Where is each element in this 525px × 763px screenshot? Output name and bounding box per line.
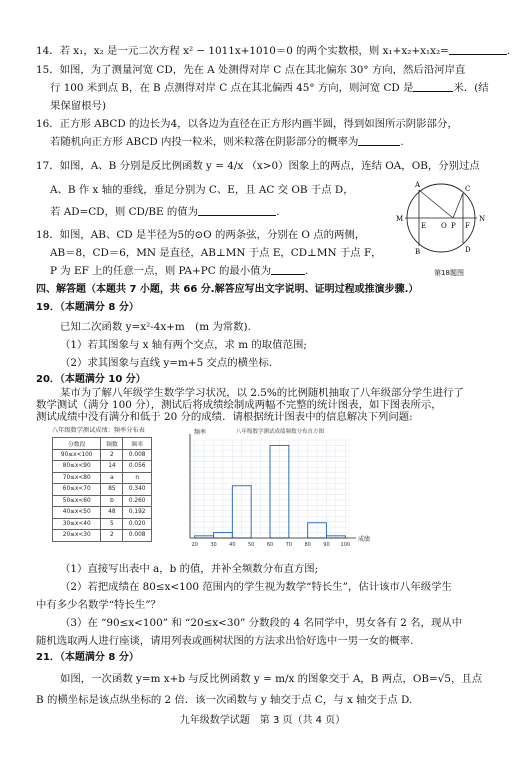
q16-text: 若随机向正方形 ABCD 内投一粒米，则米粒落在阴影部分的概率为 bbox=[50, 136, 359, 148]
label-f: F bbox=[465, 222, 470, 230]
question-17-line1: 17．如图，A、B 分别是反比例函数 y = 4/x （x>0）图象上的两点，连结 OA，OB，分别过点 bbox=[36, 160, 480, 172]
question-20-part3-line1: （3）在 “90≤x<100” 和 “20≤x<30” 分数段的 4 名同学中，男女各有 2 名，现从中 bbox=[60, 617, 463, 629]
table-cell: 70≤x<80 bbox=[53, 472, 101, 484]
table-cell: 0.260 bbox=[123, 495, 152, 507]
label-p: P bbox=[451, 222, 456, 230]
label-e: E bbox=[421, 222, 427, 230]
table-cell: 0.056 bbox=[123, 461, 152, 473]
table-cell: 2 bbox=[101, 530, 123, 542]
question-16-line2: 若随机向正方形 ABCD 内投一粒米，则米粒落在阴影部分的概率为 . bbox=[50, 136, 404, 148]
label-b: B bbox=[415, 248, 421, 256]
question-20-heading: 20．（本题满分 10 分） bbox=[36, 374, 146, 385]
x-tick-label: 80 bbox=[304, 542, 311, 548]
question-20-part3-line2: 随机选取两人进行座谈，请用列表或画树状图的方法求出恰好选中一男一女的概率. bbox=[36, 635, 414, 647]
frequency-table-grid bbox=[52, 437, 152, 542]
label-o: O bbox=[441, 222, 447, 230]
table-cell: 14 bbox=[101, 461, 123, 473]
table-cell: 2 bbox=[101, 449, 123, 461]
question-17-line2: A、B 作 x 轴的垂线，垂足分别为 C、E，且 AC 交 OB 于点 D， bbox=[50, 184, 354, 196]
question-21-line1: 如图，一次函数 y=m x+b 与反比例函数 y = m/x 的图象交于 A，B 两点，OB=√5，且点 bbox=[60, 673, 483, 685]
question-19-part2: （2）求其图象与直线 y=m+5 交点的横坐标. bbox=[60, 357, 273, 369]
label-d: D bbox=[465, 246, 471, 254]
q15-tail: 米．(结 bbox=[453, 82, 489, 94]
x-tick-label: 60 bbox=[266, 542, 274, 548]
figure-18-circle bbox=[383, 178, 515, 277]
question-18-line2: AB＝8，CD＝6，MN 是直径，AB⊥MN 于点 E，CD⊥MN 于点 F， bbox=[50, 247, 382, 259]
y-axis-label: 频率 bbox=[194, 429, 207, 436]
answer-blank-17 bbox=[198, 205, 276, 216]
question-19-heading: 19．（本题满分 8 分） bbox=[36, 302, 139, 313]
table-cell: 分数段 bbox=[53, 438, 101, 450]
q18-text: P 为 EF 上的任意一点，则 PA+PC 的最小值为 bbox=[50, 265, 271, 277]
q17-text: 若 AD=CD，则 CD/BE 的值为 bbox=[50, 206, 199, 218]
x-tick-label: 70 bbox=[285, 542, 293, 548]
table-cell: 85 bbox=[101, 484, 123, 496]
table-row bbox=[53, 518, 152, 530]
question-15-line1: 15．如图，为了测量河宽 CD，先在 A 处测得对岸 C 点在其北偏东 30° 方向，然后沿河岸直 bbox=[36, 64, 466, 76]
table-row bbox=[53, 449, 152, 461]
question-20-part2-line1: （2）若把成绩在 80≤x<100 范围内的学生视为数学“特长生”，估计该市八年级学生 bbox=[60, 581, 452, 593]
table-cell: 0.020 bbox=[123, 518, 152, 530]
table-cell: 30≤x<40 bbox=[53, 518, 101, 530]
table-cell: 20≤x<30 bbox=[53, 530, 101, 542]
table-cell: 频数 bbox=[101, 438, 123, 450]
table-header-row bbox=[53, 438, 152, 450]
question-14: 14．若 x₁，x₂ 是一元二次方程 x² − 1011x+1010＝0 的两个实数根，则 x₁+x₂+x₁x₂= . bbox=[36, 45, 511, 57]
figure-18-caption: 第18题图 bbox=[434, 269, 464, 277]
circle-diagram bbox=[383, 178, 515, 258]
table-cell: 50≤x<60 bbox=[53, 495, 101, 507]
answer-blank-18 bbox=[271, 264, 305, 275]
q14-text: 14．若 x₁，x₂ 是一元二次方程 x² − 1011x+1010＝0 的两个实数根，则 x₁+x₂+x₁x₂= bbox=[36, 45, 449, 57]
table-cell: 90≤x<100 bbox=[53, 449, 101, 461]
segment-pc bbox=[453, 193, 463, 218]
answer-blank-16 bbox=[358, 135, 400, 146]
question-21-heading: 21．（本题满分 8 分） bbox=[36, 652, 139, 663]
chart-title: 八年级数学测试成绩频数分布直方图 bbox=[235, 429, 325, 435]
x-tick-label: 40 bbox=[229, 542, 236, 548]
label-a: A bbox=[415, 181, 421, 189]
question-21-line2: B 的横坐标是该点纵坐标的 2 倍．该一次函数与 y 轴交于点 C，与 x 轴交于点 D. bbox=[36, 694, 413, 706]
x-axis-label: 成绩 bbox=[358, 536, 371, 543]
question-17-line3: 若 AD=CD，则 CD/BE 的值为 . bbox=[50, 206, 280, 218]
table-row bbox=[53, 484, 152, 496]
x-tick-label: 50 bbox=[247, 542, 255, 548]
label-m: M bbox=[396, 215, 404, 223]
question-15-line3: 果保留根号) bbox=[50, 100, 107, 112]
x-tick-label: 100 bbox=[340, 542, 351, 548]
section-4-heading: 四、解答题（本题共 7 小题，共 66 分.解答应写出文字说明、证明过程或推演步骤.） bbox=[36, 284, 419, 295]
question-20-stem3: 测试成绩中没有满分和低于 20 分的成绩．请根据统计图表中的信息解决下列问题: bbox=[36, 411, 413, 423]
table-row bbox=[53, 461, 152, 473]
question-20-stem1: 某市为了解八年级学生数学学习状况，以 2.5%的比例随机抽取了八年级部分学生进行了 bbox=[60, 387, 464, 399]
question-16-line1: 16．正方形 ABCD 的边长为4，以各边为直径在正方形内画半圆，得到如图所示阴影部分， bbox=[36, 118, 458, 130]
question-18-line3: P 为 EF 上的任意一点，则 PA+PC 的最小值为 . bbox=[50, 265, 309, 277]
segment-pa bbox=[419, 190, 453, 218]
table-cell: a bbox=[101, 472, 123, 484]
question-20-part2-line2: 中有多少名数学“特长生”？ bbox=[36, 599, 161, 611]
answer-blank-14 bbox=[449, 44, 507, 55]
label-c: C bbox=[465, 185, 471, 193]
histogram bbox=[170, 424, 371, 574]
x-tick-label: 30 bbox=[210, 542, 217, 548]
frequency-table bbox=[52, 426, 152, 572]
label-n: N bbox=[479, 215, 486, 223]
histogram-svg bbox=[170, 424, 371, 556]
table-cell: 48 bbox=[101, 507, 123, 519]
question-18-line1: 18．如图，AB、CD 是半径为5的⊙O 的两条弦，分别在 O 点的两侧， bbox=[36, 229, 366, 241]
table-cell: 0.008 bbox=[123, 449, 152, 461]
table-row bbox=[53, 507, 152, 519]
table-cell: 0.192 bbox=[123, 507, 152, 519]
table-title: 八年级数学测试成绩：频率分布表 bbox=[52, 427, 145, 434]
table-row bbox=[53, 495, 152, 507]
x-tick-label: 90 bbox=[323, 542, 330, 548]
table-cell: 80≤x<90 bbox=[53, 461, 101, 473]
question-19-part1: （1）若其图象与 x 轴有两个交点，求 m 的取值范围; bbox=[60, 339, 307, 351]
question-20-stem2: 数学测试（满分 100 分），测试后将成绩绘制成两幅不完整的统计图表，如下图表所示， bbox=[36, 399, 442, 411]
table-cell: 频率 bbox=[123, 438, 152, 450]
page-footer: 九年级数学试题 第 3 页（共 4 页） bbox=[179, 715, 346, 726]
table-cell: 0.340 bbox=[123, 484, 152, 496]
table-cell: 40≤x<50 bbox=[53, 507, 101, 519]
table-row bbox=[53, 472, 152, 484]
x-tick-label: 20 bbox=[191, 542, 198, 548]
question-20-part1: （1）直接写出表中 a，b 的值，并补全频数分布直方图; bbox=[60, 563, 319, 575]
table-cell: 60≤x<70 bbox=[53, 484, 101, 496]
question-15-line2 bbox=[50, 81, 507, 95]
q15-text: 行 100 米到点 B，在 B 点测得对岸 C 点在其北偏西 45° 方向，则河宽 CD 是 bbox=[50, 82, 414, 94]
table-cell: b bbox=[101, 495, 123, 507]
table-cell: 0.008 bbox=[123, 530, 152, 542]
answer-blank-15 bbox=[413, 81, 453, 92]
table-row bbox=[53, 530, 152, 542]
table-cell: n bbox=[123, 472, 152, 484]
question-19-stem: 已知二次函数 y=x²-4x+m (m 为常数). bbox=[60, 321, 251, 333]
table-cell: 5 bbox=[101, 518, 123, 530]
